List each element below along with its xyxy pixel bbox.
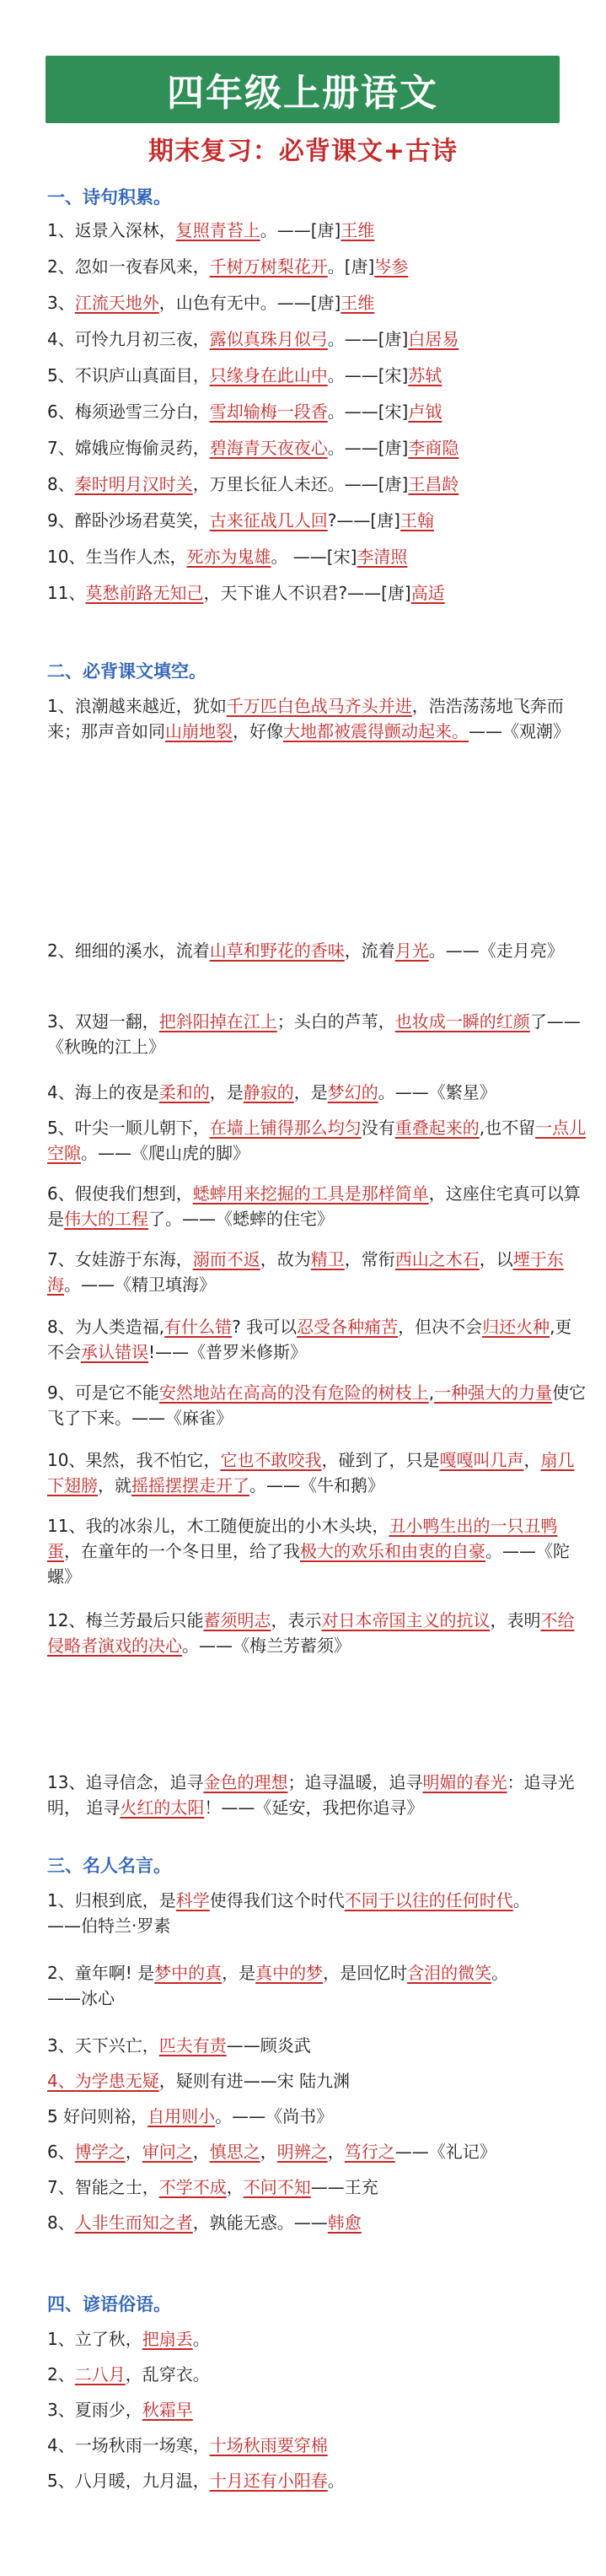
poem-item <box>47 544 587 569</box>
text-item-7: 7、女娃游于东海，溺而不返，故为精卫，常衔西山之木石，以堙于东海。——《精卫填海》 <box>47 1249 564 1295</box>
poem-text: 。——[唐] <box>327 329 409 349</box>
poem-answer: 只缘身在此山中 <box>209 365 328 385</box>
poem-text: 。——[宋] <box>327 365 409 385</box>
poem-text: 6、梅须逊雪三分白， <box>47 401 210 422</box>
poem-text: 5、不识庐山真面目， <box>47 365 210 385</box>
section-heading-poems: 一、诗句积累。 <box>47 187 171 207</box>
poem-item <box>47 435 587 461</box>
title-banner <box>46 56 560 123</box>
poem-answer: 露似真珠月似弓 <box>209 329 328 349</box>
poem-author: 王维 <box>341 220 375 240</box>
poem-text: 8、 <box>47 474 75 494</box>
quote-item-3: 3、天下兴亡，匹夫有责——顾炎武 <box>47 2035 311 2056</box>
poem-author: 白居易 <box>408 329 459 349</box>
text-item-6: 6、假使我们想到，蟋蟀用来挖掘的工具是那样简单，这座住宅真可以算是伟大的工程了。——《蟋蟀的住宅》 <box>47 1183 581 1229</box>
quote-item-1: 1、归根到底，是科学使得我们这个时代不同于以往的任何时代。 ——伯特兰·罗素 <box>47 1890 530 1936</box>
poem-answer: 复照青苔上 <box>175 220 260 240</box>
poem-answer: 莫愁前路无知己 <box>85 583 204 603</box>
poem-text: 7、嫦娥应悔偷灵药， <box>47 438 210 458</box>
text-item-10: 10、果然，我不怕它，它也不敢咬我，碰到了，只是嘎嘎叫几声，扇几下翅膀，就摇摇摆摆走开了。——《牛和鹅》 <box>47 1450 575 1495</box>
text-item-1: 1、浪潮越来越近，犹如千万匹白色战马齐头并进，浩浩荡荡地飞奔而来；那声音如同山崩地裂，好像大地都被震得颤动起来。——《观潮》 <box>47 696 570 741</box>
poem-answer: 江流天地外 <box>74 293 159 313</box>
poem-text: ，山色有无中。——[唐] <box>158 293 341 313</box>
text-item-9: 9、可是它不能安然地站在高高的没有危险的树枝上,一种强大的力量使它飞了下来。——《麻雀》 <box>47 1382 587 1428</box>
poem-text: 。——[唐] <box>260 220 341 240</box>
poem-item <box>47 508 587 533</box>
poem-answer: 碧海青天夜夜心 <box>209 438 328 458</box>
text-item-3: 3、双翅一翻，把斜阳掉在江上；头白的芦苇，也妆成一瞬的红颜了——《秋晚的江上》 <box>47 1011 581 1057</box>
proverb-item-5: 5、八月暖，九月温，十月还有小阳春。 <box>47 2471 345 2491</box>
poem-author: 苏轼 <box>408 365 442 385</box>
poem-item <box>47 326 587 352</box>
poem-answer: 雪却输梅一段香 <box>209 401 328 422</box>
quote-item-8: 8、人非生而知之者，孰能无惑。——韩愈 <box>47 2212 362 2233</box>
poem-author: 王昌龄 <box>408 474 459 494</box>
poem-text: 10、生当作人杰， <box>47 547 187 567</box>
proverb-item-3: 3、夏雨少，秋霜早 <box>47 2400 193 2420</box>
poem-item <box>47 363 587 388</box>
poem-text: 。——[宋] <box>327 401 409 422</box>
poem-answer: 千树万树梨花开 <box>209 256 328 277</box>
poem-author: 王翰 <box>400 510 434 531</box>
poem-answer: 秦时明月汉时关 <box>74 474 193 494</box>
poem-answer: 死亦为鬼雄 <box>186 547 271 567</box>
poem-text: 9、醉卧沙场君莫笑， <box>47 510 210 531</box>
poem-text: 11、 <box>47 583 86 603</box>
poem-item <box>47 580 587 606</box>
page-title: 四年级上册语文 <box>167 72 438 115</box>
poem-text: 4、可怜九月初三夜， <box>47 329 210 349</box>
poem-answer: 古来征战几人回 <box>209 510 328 531</box>
poem-author: 岑参 <box>374 256 409 277</box>
poem-text: 2、忽如一夜春风来， <box>47 256 210 277</box>
section-heading-proverbs: 四、谚语俗语。 <box>47 2294 171 2315</box>
section-heading-texts: 二、必背课文填空。 <box>47 661 206 682</box>
quote-item-5: 5 好问则裕，自用则小。——《尚书》 <box>47 2106 334 2126</box>
poem-text: 3、 <box>47 293 75 313</box>
poem-item <box>47 254 587 279</box>
poem-author: 王维 <box>341 293 375 313</box>
text-item-8: 8、为人类造福,有什么错? 我可以忍受各种痛苦，但决不会归还火种,更不会承认错误!——《普罗米修斯》 <box>47 1317 572 1362</box>
proverb-item-1: 1、立了秋，把扇丢。 <box>47 2329 210 2349</box>
poem-item <box>47 472 587 497</box>
proverb-item-4: 4、一场秋雨一场寒，十场秋雨要穿棉 <box>47 2435 328 2455</box>
poem-text: 1、返景入深林， <box>47 220 176 240</box>
quote-item-6: 6、博学之，审问之，慎思之，明辨之，笃行之——《礼记》 <box>47 2142 496 2162</box>
text-item-13: 13、追寻信念，追寻金色的理想；追寻温暖，追寻明媚的春光：追寻光明， 追寻火红的太阳！——《延安，我把你追寻》 <box>47 1772 575 1818</box>
text-item-2: 2、细细的溪水，流着山草和野花的香味，流着月光。——《走月亮》 <box>47 940 564 961</box>
quote-item-4: 4、为学患无疑，疑则有进——宋 陆九渊 <box>47 2071 351 2091</box>
poem-item <box>47 290 587 315</box>
poem-author: 高适 <box>410 583 445 603</box>
text-item-5: 5、叶尖一顺儿朝下，在墙上铺得那么均匀没有重叠起来的,也不留一点儿空隙。——《爬山虎的脚》 <box>47 1118 587 1163</box>
section-heading-quotes: 三、名人名言。 <box>47 1856 171 1876</box>
poem-text: 。 ——[宋] <box>271 547 357 567</box>
poem-text: 。[唐] <box>327 256 375 277</box>
quote-item-2: 2、童年啊! 是梦中的真，是真中的梦，是回忆时含泪的微笑。 ——冰心 <box>47 1963 509 2008</box>
poem-item <box>47 218 587 243</box>
poem-text: ，天下谁人不识君?——[唐] <box>203 583 411 603</box>
proverb-item-2: 2、二八月，乱穿衣。 <box>47 2364 210 2385</box>
text-item-11: 11、我的冰尜儿，木工随便旋出的小木头块，丑小鸭生出的一只丑鸭蛋，在童年的一个冬日里，给了我极大的欢乐和由衷的自豪。——《陀螺》 <box>47 1516 570 1587</box>
text-item-4: 4、海上的夜是柔和的，是静寂的，是梦幻的。——《繁星》 <box>47 1082 496 1102</box>
poem-author: 卢钺 <box>408 401 442 422</box>
quote-item-7: 7、智能之士，不学不成，不问不知——王充 <box>47 2177 378 2197</box>
poem-text: ，万里长征人未还。——[唐] <box>192 474 409 494</box>
text-item-12: 12、梅兰芳最后只能蓄须明志，表示对日本帝国主义的抗议，表明不给侵略者演戏的决心。——《梅兰芳蓄须》 <box>47 1610 575 1656</box>
poem-item <box>47 399 587 424</box>
page-subtitle: 期末复习：必背课文+古诗 <box>147 137 459 166</box>
poem-text: ?——[唐] <box>327 510 400 531</box>
poem-author: 李清照 <box>357 547 408 567</box>
poem-text: 。——[唐] <box>327 438 409 458</box>
poem-author: 李商隐 <box>408 438 459 458</box>
